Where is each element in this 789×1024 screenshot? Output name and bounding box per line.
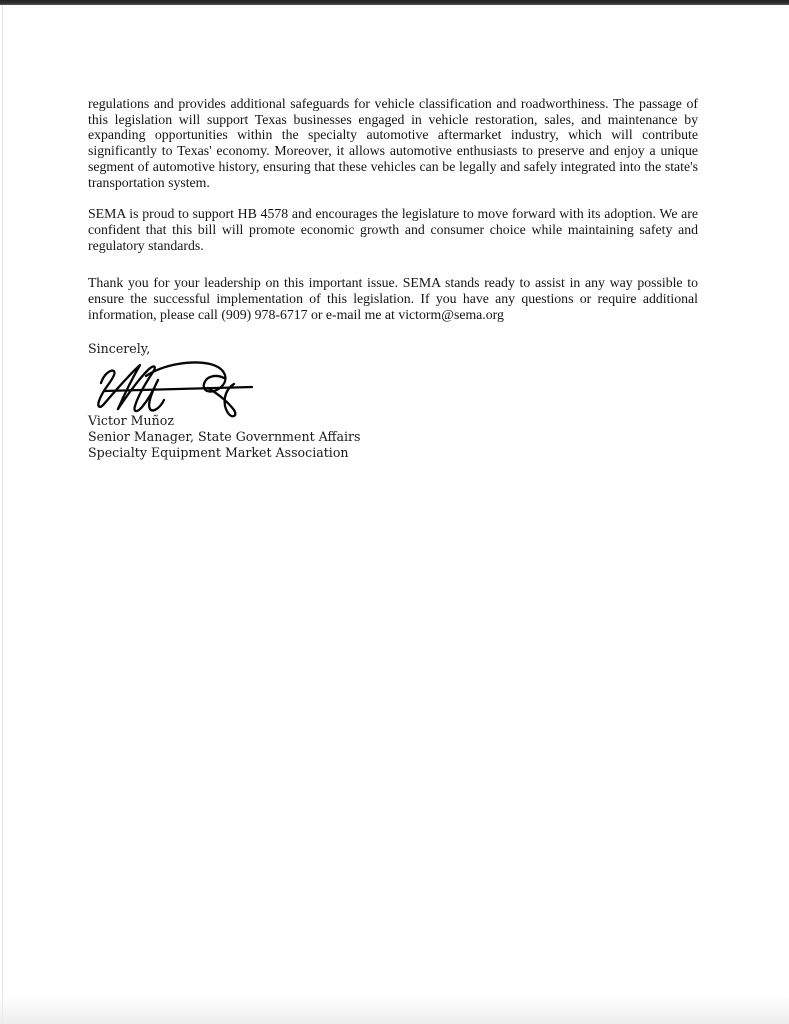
signer-name: Victor Muñoz xyxy=(88,413,174,429)
letter-paragraph-1: regulations and provides additional safeguards for vehicle classification and roadworthiness. The passage of this legislation will support Texas businesses engaged in vehicle restoration, sales, and maintenance by expanding opportunities within the specialty automotive aftermarket industry, which will contribute significantly to Texas' economy. Moreover, it allows automotive enthusiasts to preserve and enjoy a unique segment of automotive history, ensuring that these vehicles can be legally and safely integrated into the state's transportation system. xyxy=(88,96,698,190)
signer-title: Senior Manager, State Government Affairs xyxy=(88,429,361,445)
letter-paragraph-3: Thank you for your leadership on this important issue. SEMA stands ready to assist in any way possible to ensure the successful implementation of this legislation. If you have any questions or require additional information, please call (909) 978-6717 or e-mail me at victorm@sema.org xyxy=(88,275,698,322)
handwritten-signature xyxy=(88,358,698,418)
window-top-edge-bar xyxy=(0,0,789,5)
letter-paragraph-2: SEMA is proud to support HB 4578 and encourages the legislature to move forward with its adoption. We are confident that this bill will promote economic growth and consumer choice while maintaining safety and regulatory standards. xyxy=(88,206,698,253)
signature-block xyxy=(88,413,698,460)
letter-body xyxy=(88,96,698,461)
closing-salutation: Sincerely, xyxy=(88,341,151,357)
page-left-edge-line xyxy=(2,5,3,1024)
signature-scribble-image xyxy=(88,358,260,420)
signer-organization: Specialty Equipment Market Association xyxy=(88,445,349,461)
page-bottom-shadow xyxy=(0,996,789,1024)
